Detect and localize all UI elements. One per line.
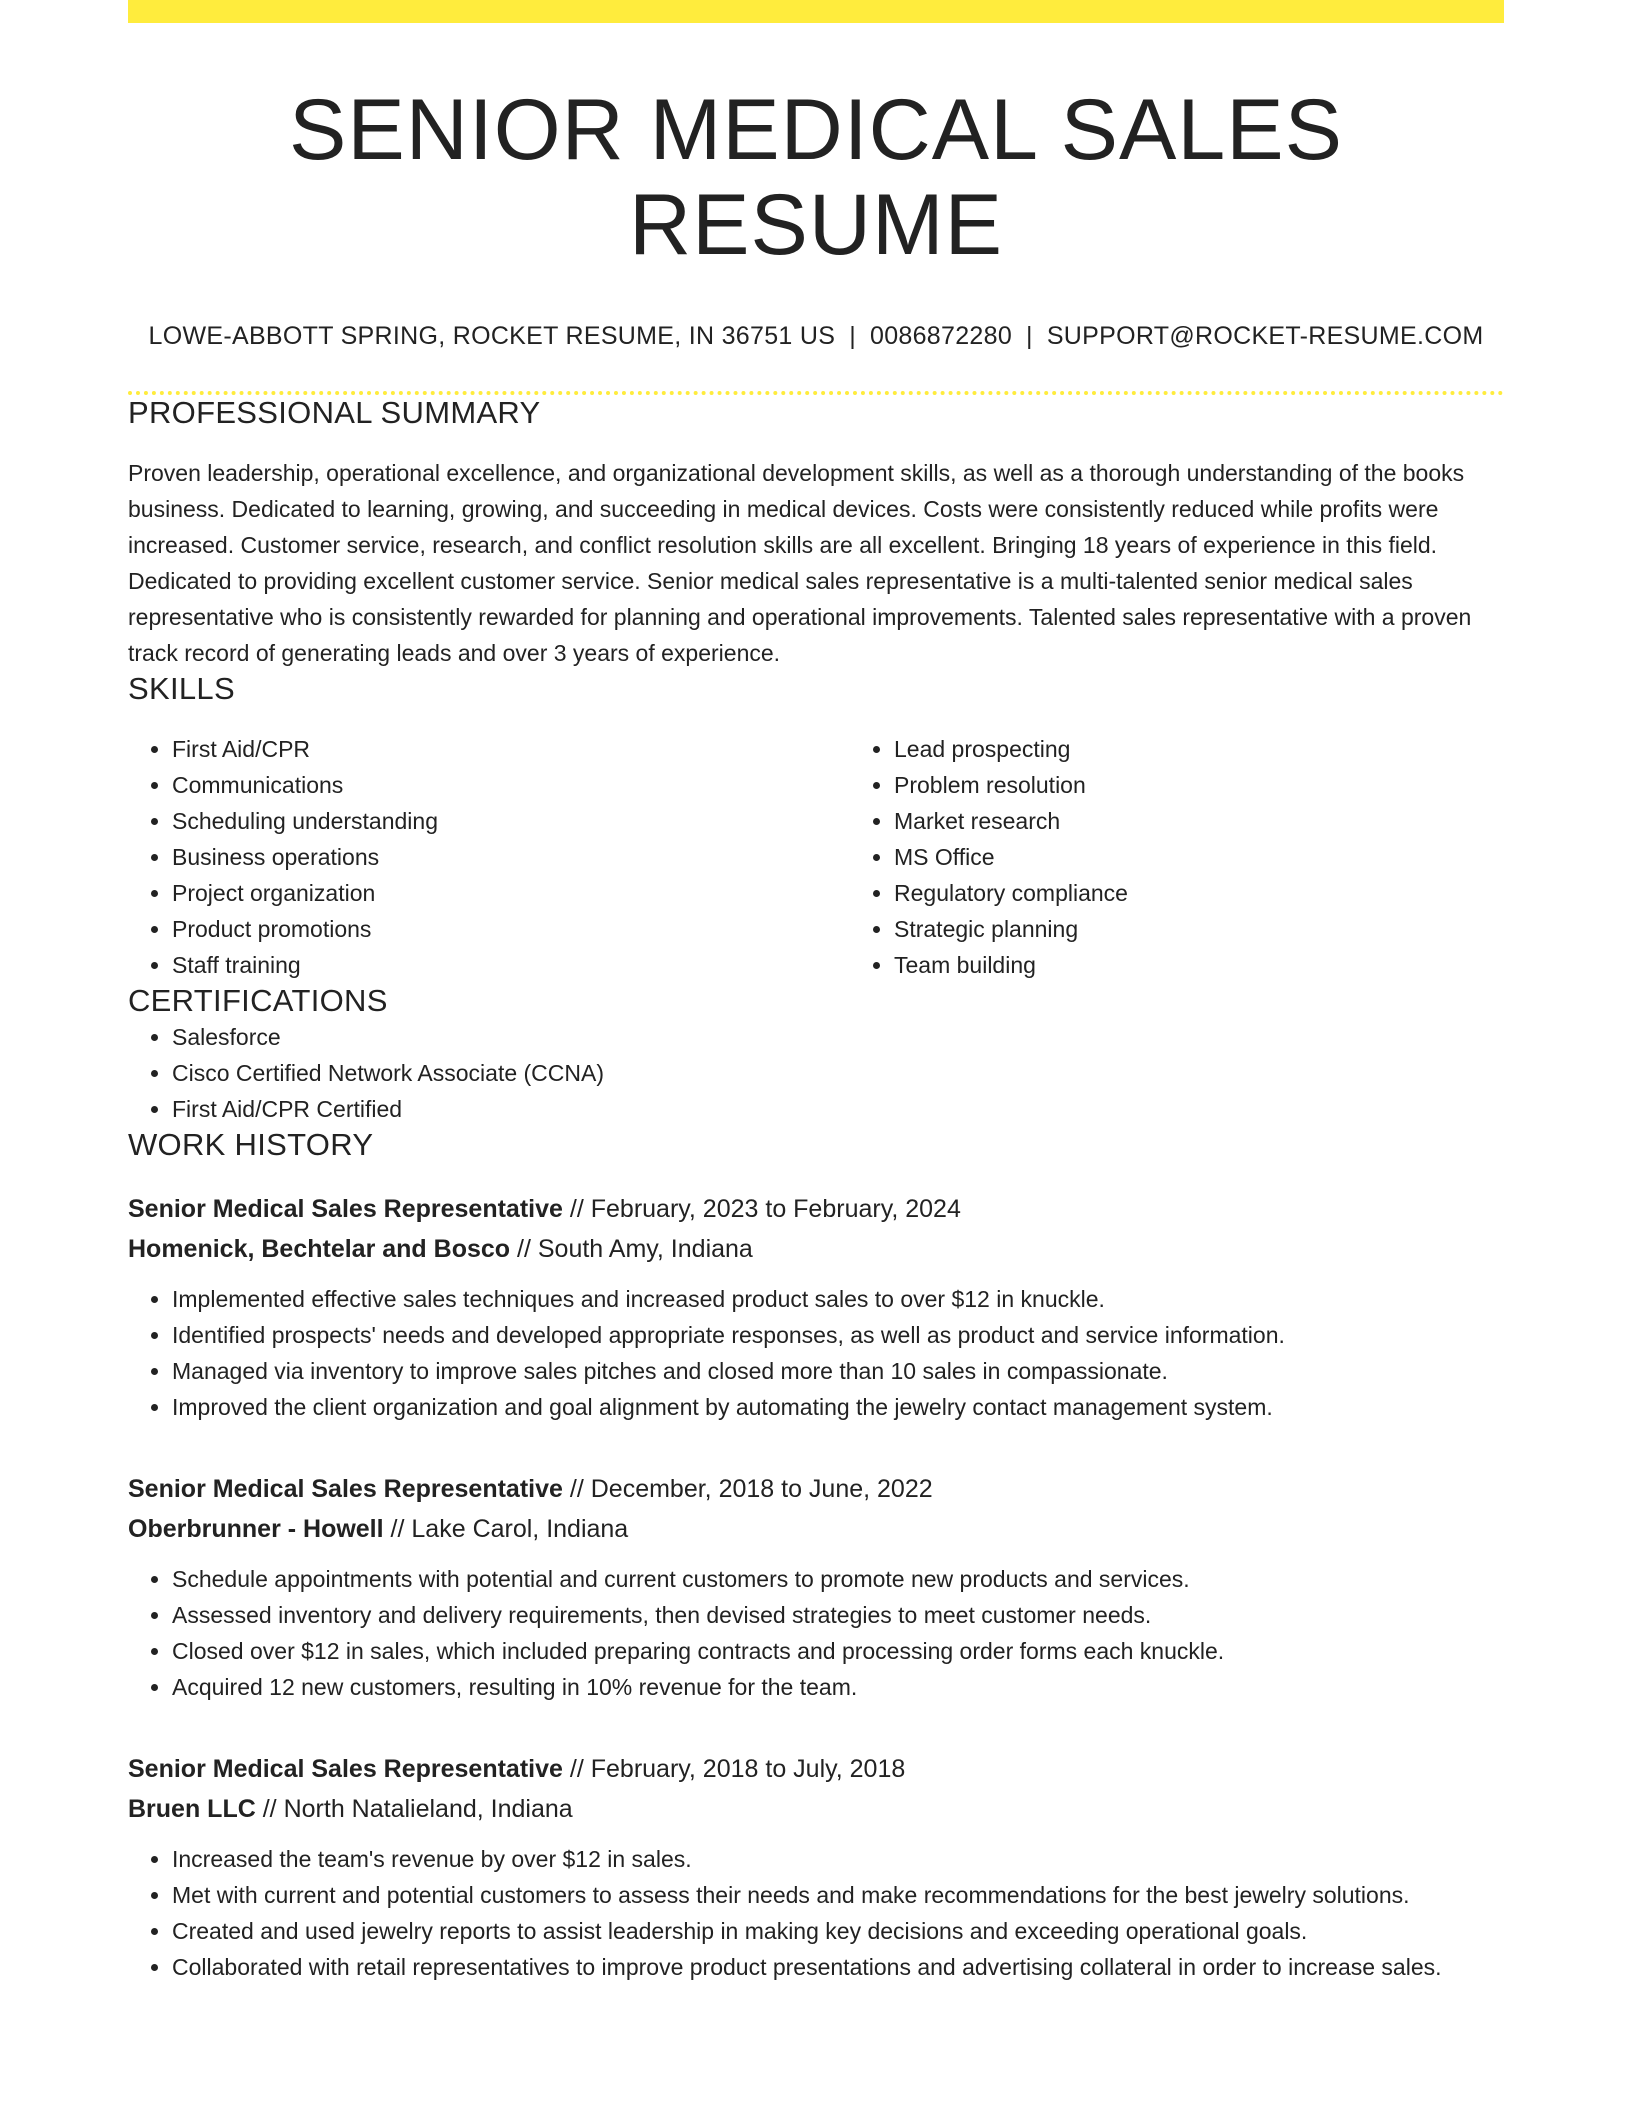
contact-address: LOWE-ABBOTT SPRING, ROCKET RESUME, IN 36751 US <box>148 322 836 351</box>
job-entry <box>128 1749 1504 1985</box>
job-title: Senior Medical Sales Representative <box>128 1755 563 1784</box>
contact-separator: | <box>849 322 856 351</box>
job-title: Senior Medical Sales Representative <box>128 1195 563 1224</box>
job-bullet: • Improved the client organization and goal alignment by automating the jewelry contact management system. <box>172 1389 1504 1425</box>
job-dates: February, 2018 to July, 2018 <box>590 1755 906 1784</box>
job-divider: // <box>517 1235 531 1264</box>
job-company-line <box>128 1509 1504 1549</box>
job-company-line <box>128 1229 1504 1269</box>
job-dates: February, 2023 to February, 2024 <box>590 1195 961 1224</box>
top-accent-bar <box>128 0 1504 23</box>
contact-phone: 0086872280 <box>869 322 1013 351</box>
job-bullet: • Increased the team's revenue by over $12 in sales. <box>172 1841 1504 1877</box>
skill-item: • Scheduling understanding <box>172 803 850 839</box>
job-divider: // <box>569 1195 584 1224</box>
certification-item: • First Aid/CPR Certified <box>172 1091 1504 1127</box>
job-title-line <box>128 1749 1504 1789</box>
skill-item: • Regulatory compliance <box>894 875 1572 911</box>
job-bullet: • Closed over $12 in sales, which included preparing contracts and processing order forms each knuckle. <box>172 1633 1504 1669</box>
skills-right-list <box>850 731 1572 983</box>
job-dates: December, 2018 to June, 2022 <box>590 1475 933 1504</box>
job-divider: // <box>569 1475 584 1504</box>
resume-page <box>128 0 1504 1985</box>
job-company: Bruen LLC <box>128 1795 256 1824</box>
job-bullet: • Implemented effective sales techniques and increased product sales to over $12 in knuckle. <box>172 1281 1504 1317</box>
job-bullets <box>128 1841 1504 1985</box>
skill-item: • Staff training <box>172 947 850 983</box>
summary-text: Proven leadership, operational excellence, and organizational development skills, as well as a thorough understanding of the books business. Dedicated to learning, growing, and succeeding in medical devices. Costs were consistently reduced while profits were increased. Customer service, research, and conflict resolution skills are all excellent. Bringing 18 years of experience in this field. Dedicated to providing excellent customer service. Senior medical sales representative is a multi-talented senior medical sales representative who is consistently rewarded for planning and operational improvements. Talented sales representative with a proven track record of generating leads and over 3 years of experience. <box>128 460 1472 667</box>
resume-title: SENIOR MEDICAL SALES RESUME <box>289 82 1343 273</box>
skill-item: • Business operations <box>172 839 850 875</box>
job-title: Senior Medical Sales Representative <box>128 1475 563 1504</box>
job-bullet: • Schedule appointments with potential and current customers to promote new products and services. <box>172 1561 1504 1597</box>
job-bullet: • Assessed inventory and delivery requirements, then devised strategies to meet customer needs. <box>172 1597 1504 1633</box>
skill-item: • First Aid/CPR <box>172 731 850 767</box>
job-divider: // <box>262 1795 277 1824</box>
skills-heading: SKILLS <box>128 671 235 707</box>
job-divider: // <box>390 1515 405 1544</box>
contact-line <box>128 322 1504 351</box>
job-bullets <box>128 1561 1504 1705</box>
skill-item: • Project organization <box>172 875 850 911</box>
job-location: North Natalieland, Indiana <box>283 1795 573 1824</box>
job-location: Lake Carol, Indiana <box>411 1515 629 1544</box>
job-bullet: • Created and used jewelry reports to assist leadership in making key decisions and exceeding operational goals. <box>172 1913 1504 1949</box>
job-company: Homenick, Bechtelar and Bosco <box>128 1235 511 1264</box>
certification-item: • Cisco Certified Network Associate (CCNA) <box>172 1055 1504 1091</box>
certifications-heading: CERTIFICATIONS <box>128 983 388 1019</box>
skills-left-list <box>128 731 850 983</box>
skills-columns <box>128 731 1504 983</box>
skill-item: • Strategic planning <box>894 911 1572 947</box>
skill-item: • Product promotions <box>172 911 850 947</box>
certification-item: • Salesforce <box>172 1019 1504 1055</box>
contact-email: SUPPORT@ROCKET-RESUME.COM <box>1046 322 1484 351</box>
job-bullet: • Managed via inventory to improve sales pitches and closed more than 10 sales in compassionate. <box>172 1353 1504 1389</box>
skill-item: • Communications <box>172 767 850 803</box>
job-entry <box>128 1469 1504 1705</box>
job-bullets <box>128 1281 1504 1425</box>
job-entry <box>128 1189 1504 1425</box>
skill-item: • Lead prospecting <box>894 731 1572 767</box>
work-history-heading: WORK HISTORY <box>128 1127 374 1163</box>
job-title-line <box>128 1189 1504 1229</box>
job-location: South Amy, Indiana <box>537 1235 753 1264</box>
job-bullet: • Acquired 12 new customers, resulting in 10% revenue for the team. <box>172 1669 1504 1705</box>
skill-item: • Market research <box>894 803 1572 839</box>
job-company: Oberbrunner - Howell <box>128 1515 384 1544</box>
job-bullet: • Identified prospects' needs and developed appropriate responses, as well as product and service information. <box>172 1317 1504 1353</box>
skill-item: • Problem resolution <box>894 767 1572 803</box>
job-title-line <box>128 1469 1504 1509</box>
summary-heading: PROFESSIONAL SUMMARY <box>128 395 541 431</box>
certifications-list <box>128 1019 1504 1127</box>
job-company-line <box>128 1789 1504 1829</box>
skill-item: • MS Office <box>894 839 1572 875</box>
contact-separator: | <box>1026 322 1033 351</box>
job-divider: // <box>569 1755 584 1784</box>
skill-item: • Team building <box>894 947 1572 983</box>
job-bullet: • Collaborated with retail representatives to improve product presentations and advertising collateral in order to increase sales. <box>172 1949 1504 1985</box>
job-bullet: • Met with current and potential customers to assess their needs and make recommendations for the best jewelry solutions. <box>172 1877 1504 1913</box>
